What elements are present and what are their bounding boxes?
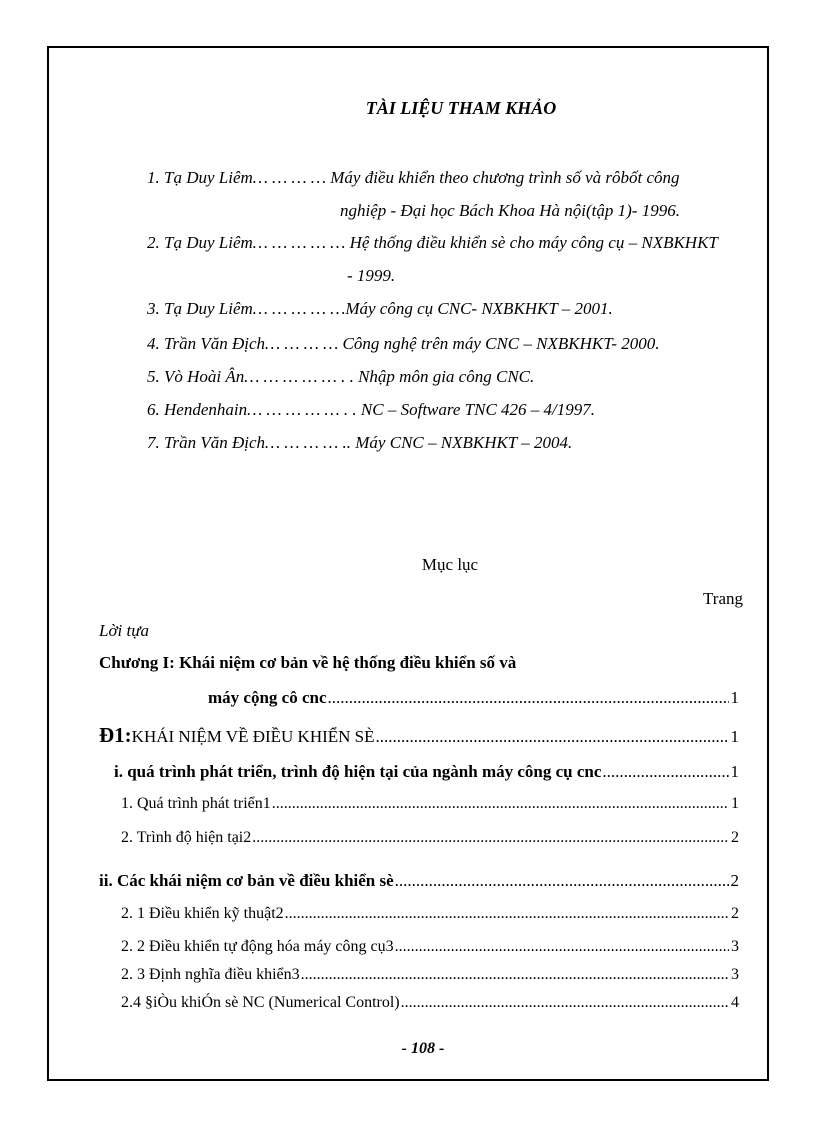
reference-2-cont: - 1999. bbox=[347, 266, 396, 285]
toc-page-number: 2 bbox=[730, 871, 739, 890]
reference-5: 5. Vò Hoài Ân… … … … … . . Nhập môn gia công CNC. bbox=[147, 367, 535, 386]
toc-page-number: 1 bbox=[730, 727, 739, 746]
toc-section-prefix: Đ1: bbox=[99, 723, 132, 747]
toc-entry bbox=[121, 795, 739, 813]
toc-section-text: KHÁI NIỆM VỀ ĐIỀU KHIỂN SÈ bbox=[131, 727, 375, 746]
toc-page-number: 1 bbox=[730, 688, 739, 707]
toc-entry-text: 2. 3 Định nghĩa điều khiển3 bbox=[121, 966, 300, 983]
toc-entry-text: ii. Các khái niệm cơ bản về điều khiển sè bbox=[99, 871, 394, 890]
reference-1: 1. Tạ Duy Liêm… … … … Máy điều khiển theo chương trình số và rôbốt công bbox=[147, 168, 680, 187]
reference-1-cont: nghiệp - Đại học Bách Khoa Hà nội(tập 1)- 1996. bbox=[340, 201, 680, 220]
toc-entry bbox=[121, 905, 739, 923]
references-title: TÀI LIỆU THAM KHẢO bbox=[365, 98, 557, 118]
dot-leader bbox=[395, 938, 729, 956]
toc-page-header: Trang bbox=[703, 589, 743, 608]
toc-entry-text: 1. Quá trình phát triển1 bbox=[121, 795, 271, 812]
toc-page-number: 4 bbox=[731, 994, 739, 1011]
toc-entry-text: 2. 2 Điều khiển tự động hóa máy công cụ3 bbox=[121, 938, 394, 955]
toc-entry-text: 2. Trình độ hiện tại2 bbox=[121, 829, 252, 846]
dot-leader bbox=[272, 795, 729, 813]
page-number: - 108 - bbox=[401, 1040, 445, 1057]
dot-leader bbox=[376, 727, 729, 747]
toc-entry-text: 2.4 §iÒu khiÓn sè NC (Numerical Control) bbox=[121, 994, 400, 1011]
toc-entry-text: 2. 1 Điều khiển kỹ thuật2 bbox=[121, 905, 284, 922]
reference-7: 7. Trần Văn Địch… … … … .. Máy CNC – NXBKHKT – 2004. bbox=[147, 433, 573, 452]
dot-leader bbox=[395, 871, 729, 891]
toc-entry bbox=[121, 938, 739, 956]
reference-2: 2. Tạ Duy Liêm… … … … … Hệ thống điều khiển sè cho máy công cụ – NXBKHKT bbox=[147, 233, 718, 252]
toc-entry-text: i. quá trình phát triển, trình độ hiện tại của ngành máy công cụ cnc bbox=[114, 762, 602, 781]
toc-page-number: 3 bbox=[731, 938, 739, 955]
toc-entry bbox=[99, 871, 739, 891]
dot-leader bbox=[328, 688, 729, 708]
reference-6: 6. Hendenhain… … … … … . . NC – Software TNC 426 – 4/1997. bbox=[147, 400, 596, 419]
dot-leader bbox=[401, 994, 729, 1012]
toc-entry bbox=[121, 829, 739, 847]
toc-chapter-line bbox=[208, 688, 739, 708]
toc-chapter-text: máy cộng cô cnc bbox=[208, 688, 327, 707]
dot-leader bbox=[602, 762, 728, 782]
toc-entry bbox=[114, 762, 739, 782]
toc-page-number: 2 bbox=[731, 905, 739, 922]
reference-3: 3. Tạ Duy Liêm… … … … …Máy công cụ CNC- NXBKHKT – 2001. bbox=[147, 299, 613, 318]
toc-page-number: 3 bbox=[731, 966, 739, 983]
toc-entry bbox=[121, 966, 739, 984]
dot-leader bbox=[301, 966, 729, 984]
toc-page-number: 1 bbox=[731, 795, 739, 812]
toc-entry bbox=[121, 994, 739, 1012]
toc-preface: Lời tựa bbox=[99, 621, 149, 640]
dot-leader bbox=[285, 905, 729, 923]
toc-title: Mục lục bbox=[421, 555, 479, 574]
dot-leader bbox=[252, 829, 729, 847]
toc-chapter-title: Chương I: Khái niệm cơ bản về hệ thống điều khiển số và bbox=[99, 653, 517, 672]
toc-page-number: 1 bbox=[730, 762, 739, 781]
toc-page-number: 2 bbox=[731, 829, 739, 846]
toc-section-line bbox=[99, 723, 739, 748]
reference-4: 4. Trần Văn Địch… … … … Công nghệ trên máy CNC – NXBKHKT- 2000. bbox=[147, 334, 660, 353]
